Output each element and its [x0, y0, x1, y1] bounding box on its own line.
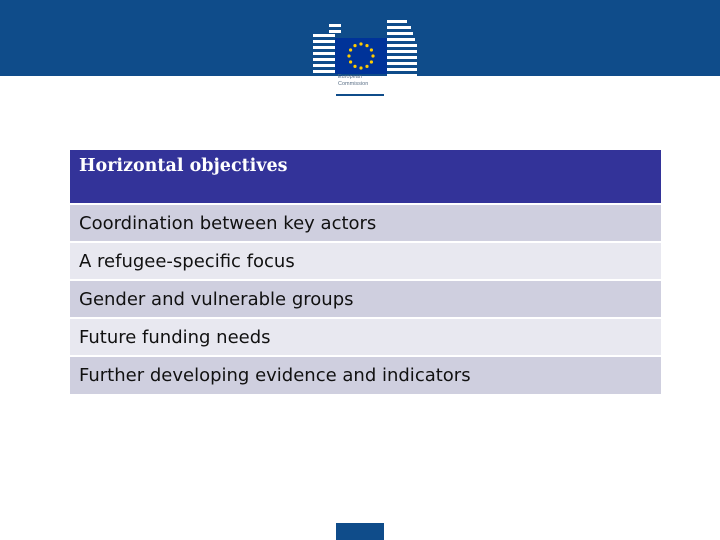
table-cell: Future funding needs — [70, 318, 661, 356]
table-row — [70, 280, 661, 318]
table-cell: A refugee-specific focus — [70, 242, 661, 280]
table-cell: Further developing evidence and indicators — [70, 356, 661, 394]
table-row — [70, 242, 661, 280]
objectives-table — [70, 150, 661, 394]
table-row — [70, 356, 661, 394]
table-header: Horizontal objectives — [70, 150, 661, 204]
table-row — [70, 318, 661, 356]
logo-underline — [336, 94, 384, 96]
table-row — [70, 204, 661, 242]
table-cell: Coordination between key actors — [70, 204, 661, 242]
logo-caption: European Commission — [338, 74, 369, 87]
bottom-tab — [336, 523, 384, 540]
table-cell: Gender and vulnerable groups — [70, 280, 661, 318]
